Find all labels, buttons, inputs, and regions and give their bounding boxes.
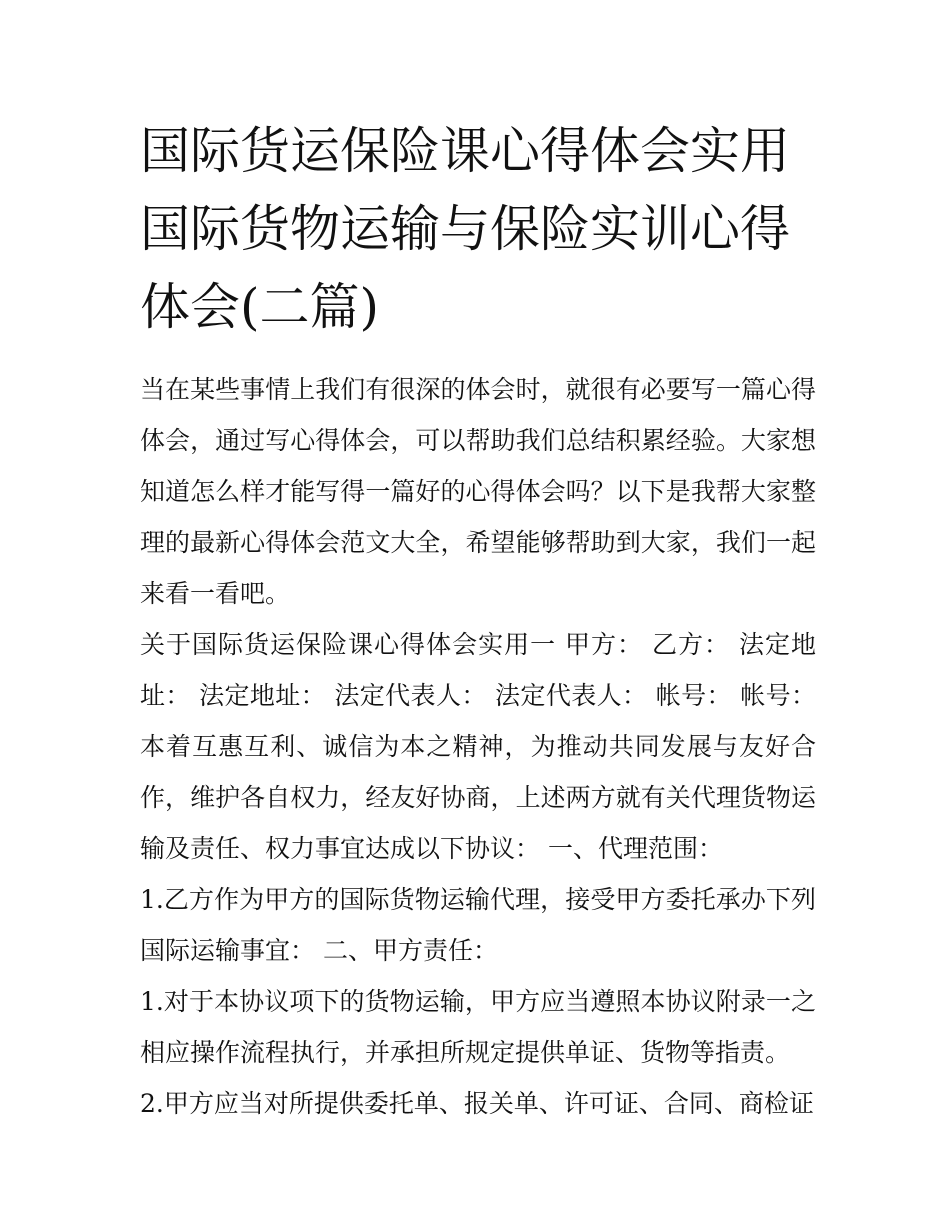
intro-paragraph: 当在某些事情上我们有很深的体会时，就很有必要写一篇心得体会，通过写心得体会，可以帮助我们总结积累经验。大家想知道怎么样才能写得一篇好的心得体会吗？以下是我帮大家整理的最新心得体会范文大全，希望能够帮助到大家，我们一起来看一看吧。 — [140, 375, 816, 608]
body-paragraph-agreement: 关于国际货运保险课心得体会实用一 甲方： 乙方： 法定地址： 法定地址： 法定代表人： 法定代表人： 帐号： 帐号： 本着互惠互利、诚信为本之精神，为推动共同发展与友好合作，维护各自权力，经友好协商，上述两方就有关代理货物运输及责任、权力事宜达成以下协议： 一、代理范围： — [140, 630, 816, 863]
body-paragraph-party-a-item-2: 2.甲方应当对所提供委托单、报关单、许可证、合同、商检证 — [140, 1089, 814, 1118]
document-title: 国际货运保险课心得体会实用国际货物运输与保险实训心得体会(二篇) — [140, 122, 790, 336]
body-paragraph-party-a-item-1: 1.对于本协议项下的货物运输，甲方应当遵照本协议附录一之相应操作流程执行，并承担所规定提供单证、货物等指责。 — [140, 987, 816, 1067]
document-content — [140, 112, 816, 1129]
body-paragraph-scope-item-1: 1.乙方作为甲方的国际货物运输代理，接受甲方委托承办下列国际运输事宜： 二、甲方责任： — [140, 885, 816, 965]
